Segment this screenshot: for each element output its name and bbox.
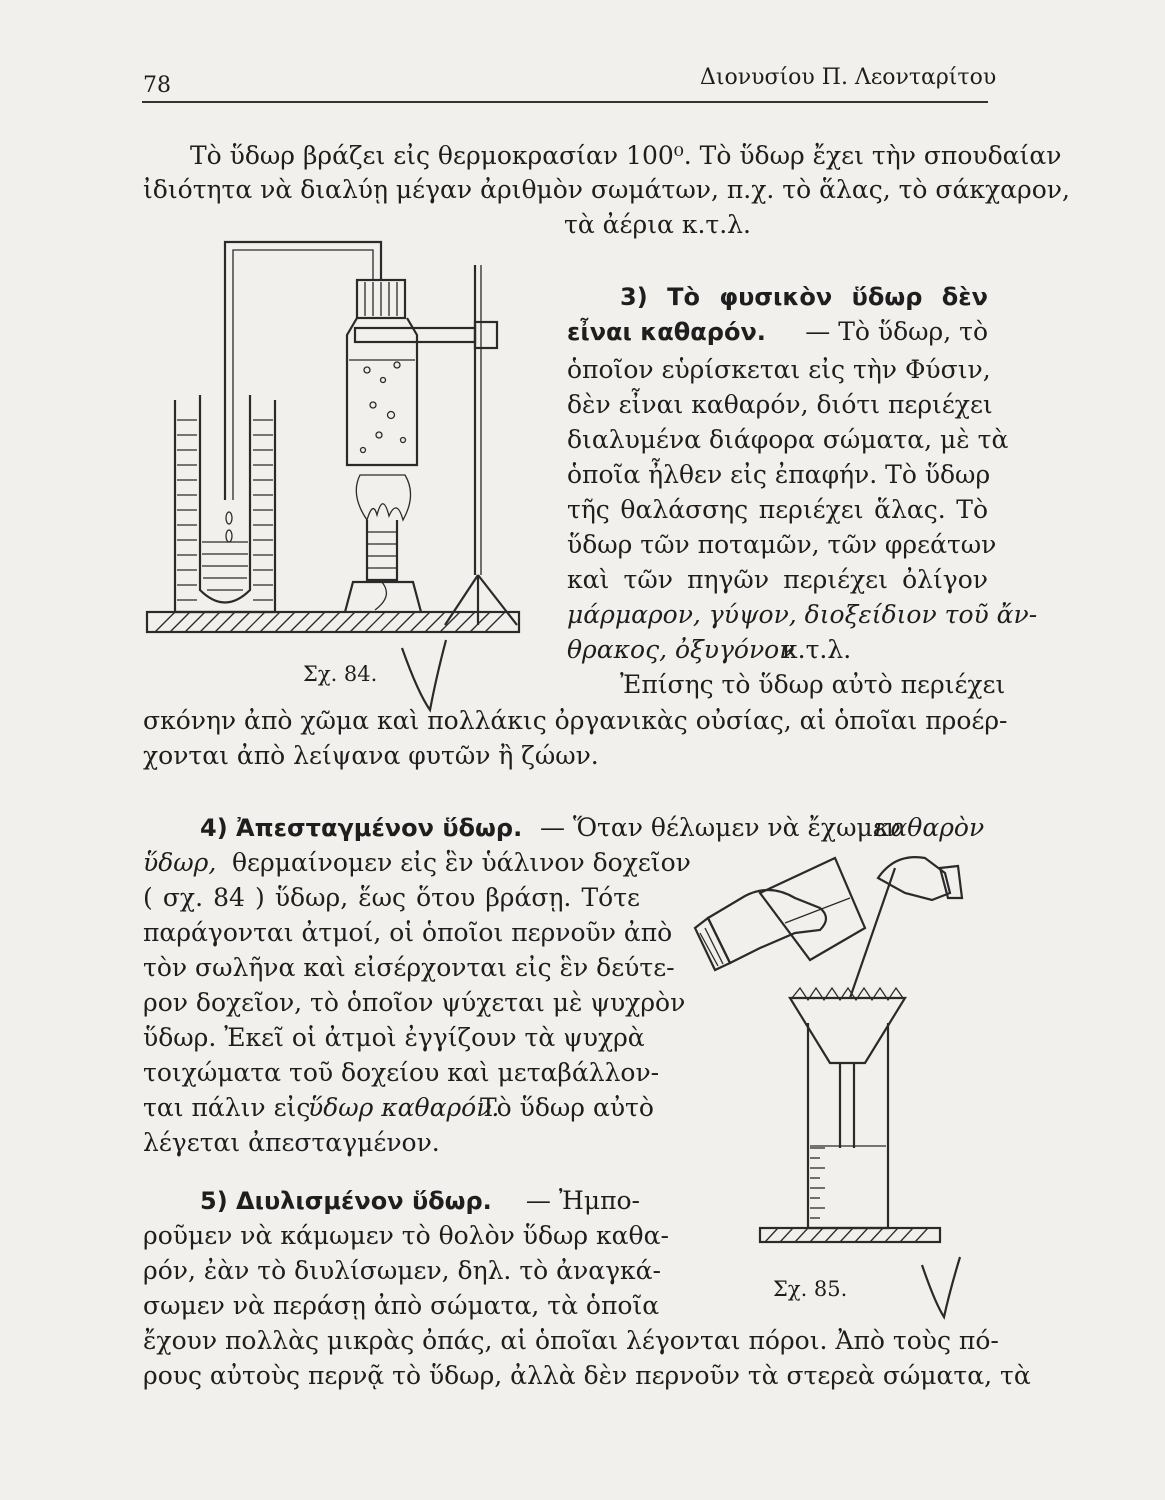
section3-line-4: ὁποῖα ἦλθεν εἰς ἐπαφήν. Τὸ ὕδωρ: [567, 460, 991, 489]
intro-line-2: ἰδιότητα νὰ διαλύῃ μέγαν ἀριθμὸν σωμάτων, π.χ. τὸ ἅλας, τὸ σάκχαρον,: [143, 175, 1070, 204]
section3-line-7: καὶ τῶν πηγῶν περιέχει ὀλίγον: [567, 565, 988, 594]
burner: [367, 520, 397, 580]
figure-84-caption: Σχ. 84.: [303, 662, 378, 686]
section5-full-1: ἔχουν πολλὰς μικρὰς ὀπάς, αἱ ὁποῖαι λέγονται πόροι. Ἀπὸ τοὺς πό-: [143, 1326, 999, 1355]
section4-line-2: τὸν σωλῆνα καὶ εἰσέρχονται εἰς ἓν δεύτε-: [143, 953, 675, 982]
section3-full-2: χονται ἀπὸ λείψανα φυτῶν ἢ ζώων.: [143, 741, 599, 770]
distillate: [202, 542, 248, 590]
section5-line-2: σωμεν νὰ περάσῃ ἀπὸ σώματα, τὰ ὁποῖα: [143, 1291, 660, 1320]
figure-85-caption: Σχ. 85.: [773, 1277, 848, 1301]
figure-84-distillation-apparatus: [145, 230, 565, 660]
section4-line9-end: Τὸ ὕδωρ αὐτὸ: [480, 1093, 654, 1122]
tripod-base: [445, 575, 517, 625]
section3-heading-a: 3) Τὸ φυσικὸν ὕδωρ δὲν: [620, 283, 988, 311]
section3-full-1: σκόνην ἀπὸ χῶμα καὶ πολλάκις ὀργανικὰς οὐσίας, αἱ ὁποῖαι προέρ-: [143, 706, 1008, 735]
section5-line-1: ρόν, ἐὰν τὸ διυλίσωμεν, δηλ. τὸ ἀναγκά-: [143, 1256, 662, 1285]
boiling-flask: [347, 318, 417, 465]
section5-line-0: ροῦμεν νὰ κάμωμεν τὸ θολὸν ὕδωρ καθα-: [143, 1221, 669, 1250]
section4-first-line-ital: καθαρὸν: [874, 813, 985, 842]
section4-line2-rest: θερμαίνομεν εἰς ἓν ὑάλινον δοχεῖον: [232, 848, 691, 877]
flame: [356, 475, 410, 520]
section4-line10: λέγεται ἀπεσταγμένον.: [143, 1128, 440, 1157]
section4-line-4: ὕδωρ. Ἐκεῖ οἱ ἀτμοὶ ἐγγίζουν τὰ ψυχρὰ: [143, 1023, 645, 1052]
section5-heading: 5) Διυλισμένον ὕδωρ.: [200, 1187, 492, 1215]
section3-italic-1: μάρμαρον, γύψον, διοξείδιον τοῦ ἄν-: [567, 600, 1038, 629]
section4-line2-ital: ὕδωρ,: [143, 848, 217, 877]
section3-italic-2-tail: κ.τ.λ.: [782, 635, 852, 664]
section4-line-1: παράγονται ἀτμοί, οἱ ὁποῖοι περνοῦν ἀπὸ: [143, 918, 673, 947]
cylinder-graduations: [810, 1146, 886, 1218]
check-mark-85: [920, 1255, 970, 1325]
section5-first-line-rest: — Ἠμπο-: [525, 1186, 640, 1215]
section3-line-after: Ἐπίσης τὸ ὕδωρ αὐτὸ περιέχει: [620, 670, 1006, 699]
section3-line-5: τῆς θαλάσσης περιέχει ἅλας. Τὸ: [567, 495, 988, 524]
right-hand: [878, 857, 950, 900]
section3-heading-b: εἶναι καθαρόν.: [567, 318, 766, 346]
section4-heading: 4) Ἀπεσταγμένον ὕδωρ.: [200, 814, 523, 842]
page-number: 78: [143, 73, 171, 98]
check-mark-84: [400, 638, 460, 718]
figure-85-filtration: [700, 848, 960, 1248]
section4-line-3: ρον δοχεῖον, τὸ ὁποῖον ψύχεται μὲ ψυχρὸν: [143, 988, 686, 1017]
section4-line9-start: ται πάλιν εἰς: [143, 1093, 311, 1122]
intro-line-3: τὰ ἀέρια κ.τ.λ.: [564, 210, 751, 239]
section3-line-0: — Τὸ ὕδωρ, τὸ: [805, 317, 988, 346]
header-rule: [142, 101, 988, 103]
running-title: Διονυσίου Π. Λεονταρίτου: [700, 65, 997, 90]
graduated-cylinder: [808, 1023, 888, 1228]
pouring-beaker: [760, 858, 865, 960]
section4-first-line-rest: — Ὅταν θέλωμεν νὰ ἔχωμεν: [540, 813, 901, 842]
section3-line-3: διαλυμένα διάφορα σώματα, μὲ τὰ: [567, 425, 1009, 454]
section3-italic-2: θρακος, ὀξυγόνον: [567, 635, 795, 664]
section3-line-6: ὕδωρ τῶν ποταμῶν, τῶν φρεάτων: [567, 530, 997, 559]
section4-line-0: ( σχ. 84 ) ὕδωρ, ἕως ὅτου βράσῃ. Τότε: [143, 883, 640, 912]
section5-full-2: ρους αὐτοὺς περνᾷ τὸ ὕδωρ, ἀλλὰ δὲν περνοῦν τὰ στερεὰ σώματα, τὰ: [143, 1361, 1031, 1390]
section4-line-5: τοιχώματα τοῦ δοχείου καὶ μεταβάλλον-: [143, 1058, 660, 1087]
flask-bubbles: [349, 360, 415, 453]
section3-line-2: δὲν εἶναι καθαρόν, διότι περιέχει: [567, 390, 993, 419]
section3-line-1: ὁποῖον εὑρίσκεται εἰς τὴν Φύσιν,: [567, 355, 991, 384]
intro-line-1: Τὸ ὕδωρ βράζει εἰς θερμοκρασίαν 100⁰. Τὸ ὕδωρ ἔχει τὴν σπουδαίαν: [190, 141, 1062, 170]
section4-line9-ital: ὕδωρ καθαρόν.: [308, 1093, 500, 1122]
